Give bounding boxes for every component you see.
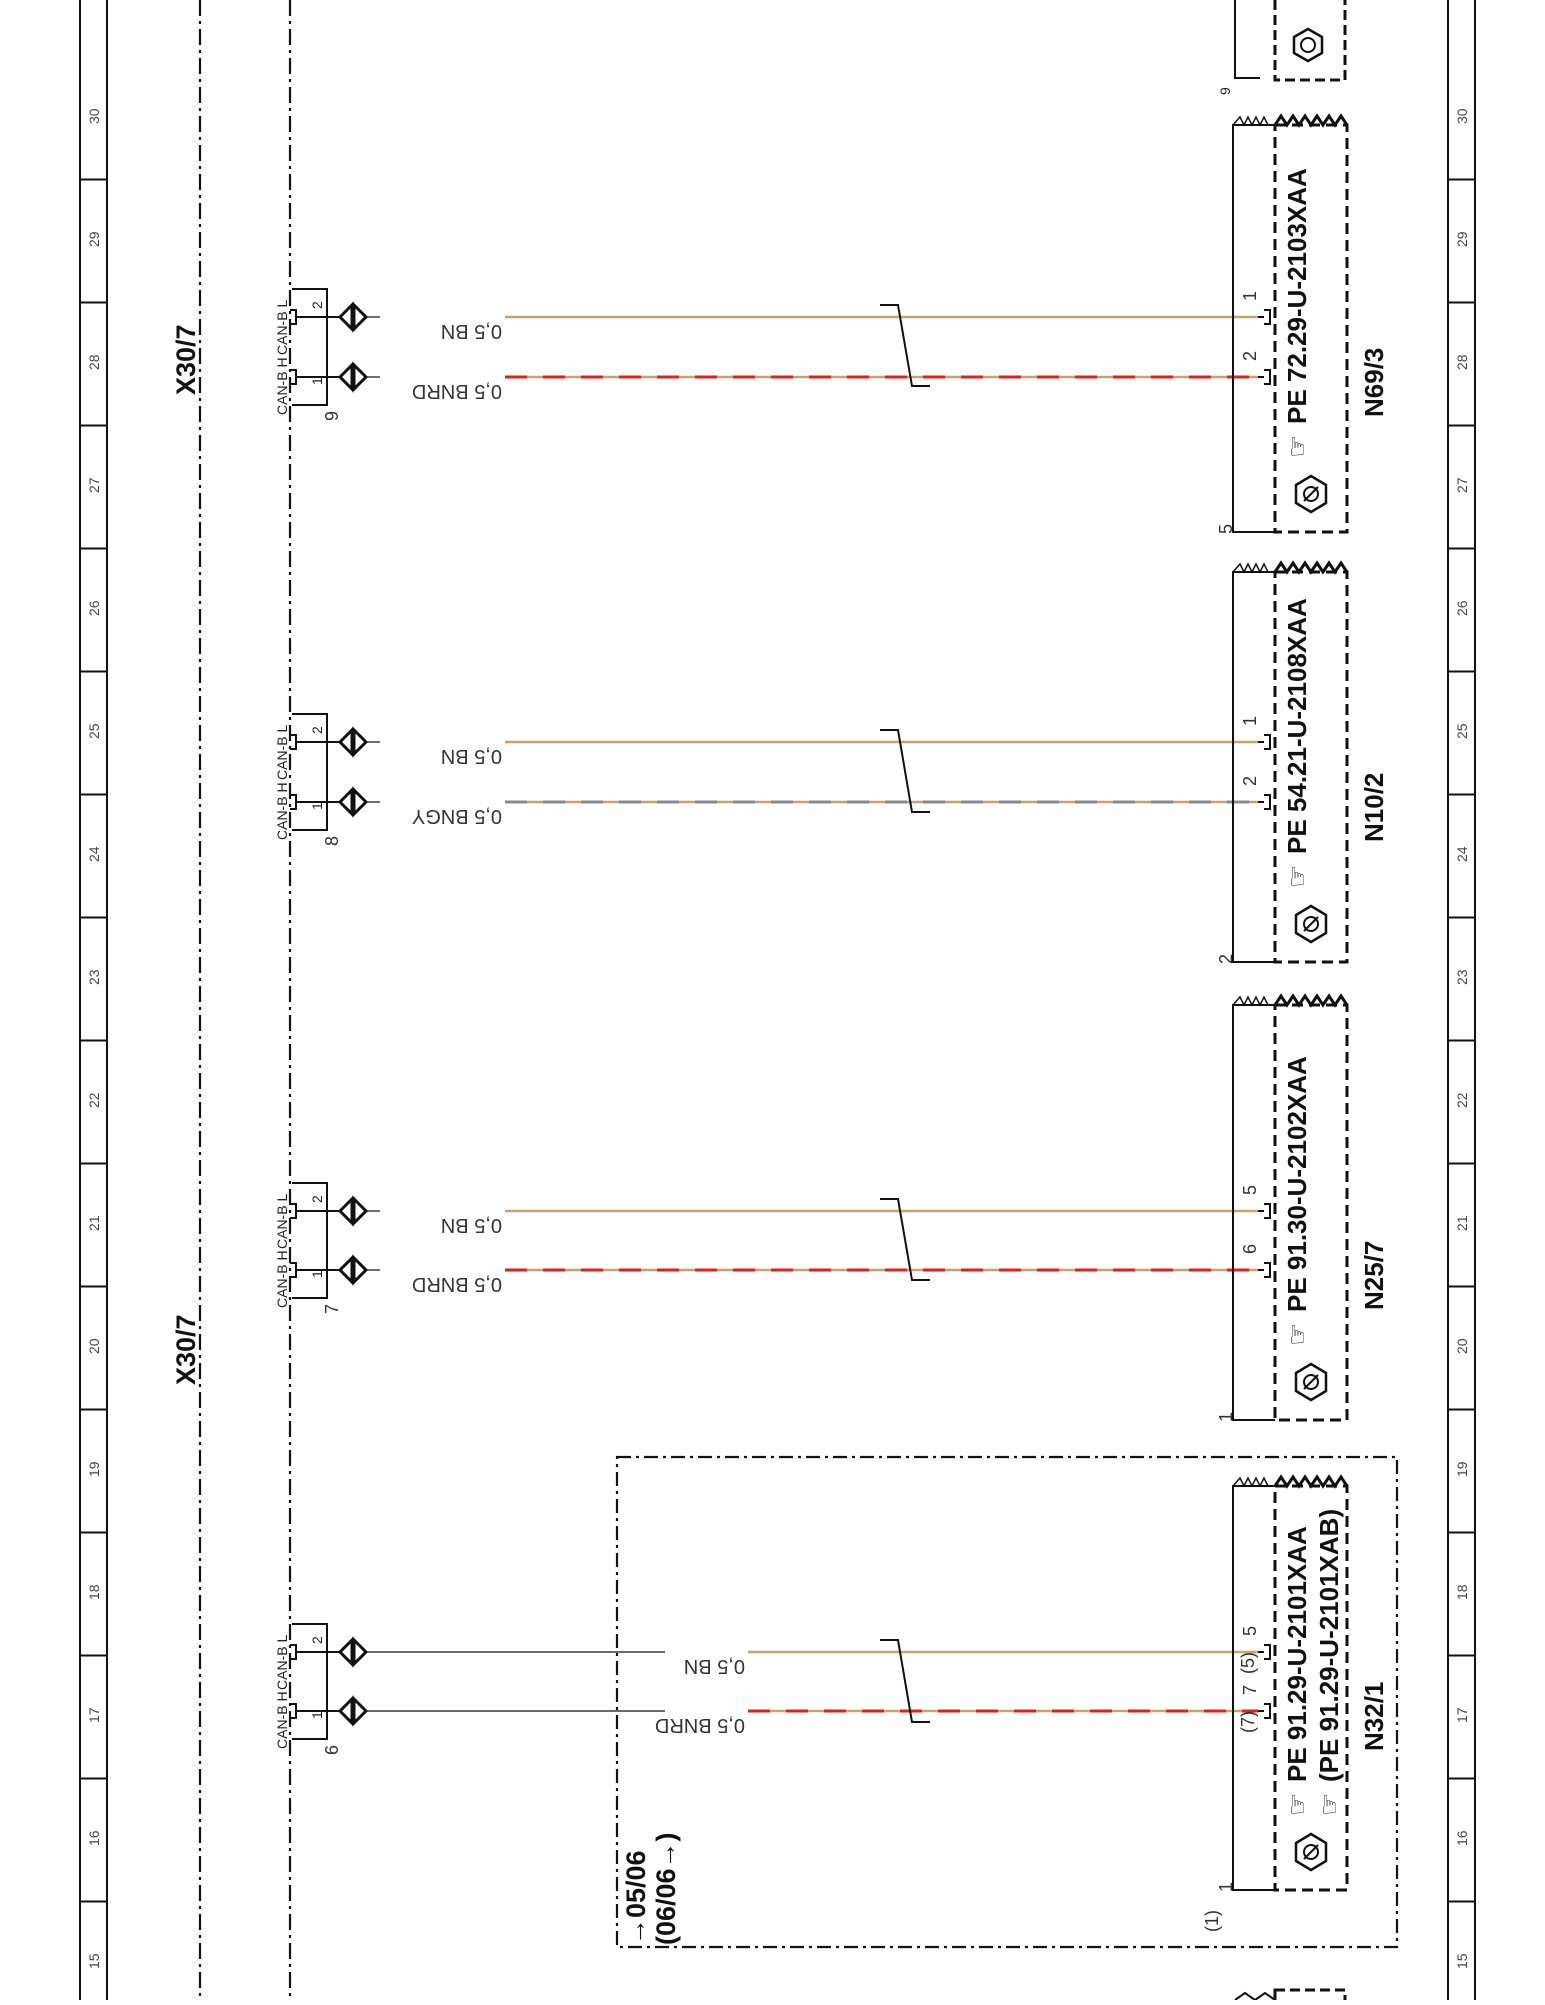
ecu-break-marker <box>1233 117 1268 125</box>
control-unit-icon <box>1296 476 1326 512</box>
ecu-pin-number: 5 <box>1240 1184 1260 1195</box>
signal-label: CAN-B L <box>274 1193 290 1249</box>
signal-label: CAN-B L <box>274 724 290 780</box>
ecu-pin-number-alt: (7) <box>1238 1711 1258 1733</box>
grid-number: 20 <box>86 1338 102 1354</box>
ecu-pin-terminal <box>1258 1263 1270 1277</box>
ecu-pin-number: 5 <box>1240 1625 1260 1636</box>
ecu-box-index: 1 <box>1216 1411 1236 1422</box>
ecu-pin-number-alt: (5) <box>1238 1652 1258 1674</box>
grid-number: 17 <box>1454 1707 1470 1723</box>
ecu-housing-line <box>1233 125 1275 532</box>
wire-spec-label: 0,5 BNRD <box>411 380 502 402</box>
grid-number: 28 <box>86 354 102 370</box>
grid-number: 22 <box>86 1092 102 1108</box>
wire-spec-label: 0,5 BN <box>440 1214 502 1236</box>
grid-number: 19 <box>1454 1461 1470 1477</box>
wire-spec-label: 0,5 BN <box>440 320 502 342</box>
grid-number: 24 <box>86 846 102 862</box>
control-unit-icon <box>1296 1834 1326 1870</box>
ecu-name: N69/3 <box>1359 347 1389 417</box>
connector-pin-number: 1 <box>309 377 325 385</box>
ecu-housing-line <box>1233 572 1275 962</box>
grid-number: 28 <box>1454 354 1470 370</box>
connector-index: 9 <box>322 410 342 421</box>
connection-group-2 <box>274 996 1389 1422</box>
ecu-name: N10/2 <box>1359 772 1389 842</box>
grid-number: 25 <box>86 723 102 739</box>
grid-number: 18 <box>1454 1584 1470 1600</box>
control-unit-icon <box>1296 1364 1326 1400</box>
ecu-box-index: 1 <box>1216 1881 1236 1892</box>
signal-label: CAN-B L <box>274 1634 290 1690</box>
connector-pin-number: 2 <box>309 1195 325 1203</box>
pointing-hand-icon: ☞ <box>1282 1792 1312 1816</box>
ecu-pin-terminal <box>1258 795 1270 809</box>
wire-spec-label: 0,5 BNRD <box>411 1273 502 1295</box>
connector-pin-number: 1 <box>309 802 325 810</box>
document-reference[interactable]: PE 54.21-U-2108XAA <box>1282 598 1312 854</box>
connection-group-1 <box>274 563 1389 964</box>
ecu-break-marker-bold <box>1275 1477 1347 1486</box>
connection-groups <box>274 116 1389 1932</box>
ecu-pin-terminal <box>1258 1204 1270 1218</box>
svg-text:9: 9 <box>1217 87 1233 95</box>
pointing-hand-icon: ☞ <box>1282 434 1312 458</box>
connector-index: 7 <box>322 1303 342 1314</box>
connector-label-upper: X30/7 <box>171 324 201 395</box>
pointing-hand-icon: ☞ <box>1282 864 1312 888</box>
ecu-break-marker-bold <box>1275 563 1347 572</box>
pointing-hand-icon: ☞ <box>1282 1322 1312 1346</box>
ecu-name: N32/1 <box>1359 1681 1389 1751</box>
connection-group-3 <box>274 1477 1389 1932</box>
connector-index: 8 <box>322 835 342 846</box>
grid-number: 27 <box>86 477 102 493</box>
signal-label: CAN-B L <box>274 299 290 355</box>
ecu-pin-number: 1 <box>1240 290 1260 301</box>
ecu-0 <box>1216 116 1389 534</box>
wire-spec-label: 0,5 BNRD <box>654 1714 745 1736</box>
grid-number: 17 <box>86 1707 102 1723</box>
signal-label: CAN-B H <box>274 357 290 415</box>
signal-label: CAN-B H <box>274 1250 290 1308</box>
document-reference[interactable]: PE 91.29-U-2101XAA <box>1282 1526 1312 1782</box>
ecu-box-index: 2 <box>1216 953 1236 964</box>
connection-group-0 <box>274 116 1389 534</box>
bottom-partial-ecu-box <box>1235 1990 1345 2000</box>
ecu-pin-number: 7 <box>1240 1684 1260 1695</box>
grid-number: 18 <box>86 1584 102 1600</box>
date-range-line1: →05/06 <box>621 1850 651 1945</box>
wire-spec-label: 0,5 BNGY <box>411 805 502 827</box>
ecu-pin-terminal <box>1258 310 1270 324</box>
wire-spec-label: 0,5 BN <box>440 745 502 767</box>
connector-pin-number: 2 <box>309 1636 325 1644</box>
grid-number: 21 <box>86 1215 102 1231</box>
grid-number: 29 <box>86 231 102 247</box>
ecu-pin-terminal <box>1258 735 1270 749</box>
grid-number: 25 <box>1454 723 1470 739</box>
ecu-box-index-alt: (1) <box>1202 1910 1222 1932</box>
ecu-name: N25/7 <box>1359 1240 1389 1310</box>
ecu-break-marker <box>1233 1478 1268 1486</box>
grid-number: 16 <box>1454 1830 1470 1846</box>
grid-number: 19 <box>86 1461 102 1477</box>
ecu-box-index: 5 <box>1216 523 1236 534</box>
document-reference[interactable]: PE 72.29-U-2103XAA <box>1282 168 1312 424</box>
grid-number: 26 <box>1454 600 1470 616</box>
ecu-pin-number: 6 <box>1240 1243 1260 1254</box>
connector-label-lower: X30/7 <box>171 1314 201 1385</box>
grid-number: 24 <box>1454 846 1470 862</box>
grid-number: 21 <box>1454 1215 1470 1231</box>
top-partial-ecu-box <box>1217 0 1345 95</box>
grid-number: 16 <box>86 1830 102 1846</box>
grid-number: 23 <box>1454 969 1470 985</box>
left-grid-strip <box>80 0 107 2000</box>
ecu-2 <box>1216 996 1389 1422</box>
grid-number: 22 <box>1454 1092 1470 1108</box>
grid-number: 30 <box>86 108 102 124</box>
ecu-pin-number: 2 <box>1240 775 1260 786</box>
date-range-line2: (06/06→) <box>651 1832 681 1945</box>
ecu-3 <box>1202 1477 1389 1932</box>
grid-number: 26 <box>86 600 102 616</box>
connector-pin-number: 1 <box>309 1270 325 1278</box>
ecu-pin-number: 1 <box>1240 715 1260 726</box>
document-reference[interactable]: (PE 91.29-U-2101XAB) <box>1314 1508 1344 1782</box>
ecu-pin-terminal <box>1258 370 1270 384</box>
ecu-break-marker-bold <box>1275 996 1347 1005</box>
document-reference[interactable]: PE 91.30-U-2102XAA <box>1282 1056 1312 1312</box>
ecu-housing-line <box>1233 1005 1275 1420</box>
grid-number: 27 <box>1454 477 1470 493</box>
connector-pin-number: 2 <box>309 301 325 309</box>
connector-index: 6 <box>322 1744 342 1755</box>
ecu-break-marker <box>1233 564 1268 572</box>
connector-pin-number: 1 <box>309 1711 325 1719</box>
grid-number: 23 <box>86 969 102 985</box>
ecu-1 <box>1216 563 1389 964</box>
ecu-break-marker-bold <box>1275 116 1347 125</box>
ecu-pin-terminal <box>1258 1645 1270 1659</box>
date-range-box <box>617 1457 1397 1947</box>
control-unit-icon <box>1296 906 1326 942</box>
ecu-pin-terminal <box>1258 1704 1270 1718</box>
connector-pin-number: 2 <box>309 726 325 734</box>
signal-label: CAN-B H <box>274 1691 290 1749</box>
ecu-pin-number: 2 <box>1240 350 1260 361</box>
grid-number: 15 <box>86 1953 102 1969</box>
ecu-break-marker <box>1233 997 1268 1005</box>
pointing-hand-icon: ☞ <box>1314 1792 1344 1816</box>
grid-number: 29 <box>1454 231 1470 247</box>
right-grid-strip <box>1448 0 1475 2000</box>
wire-spec-label: 0,5 BN <box>683 1655 745 1677</box>
grid-number: 20 <box>1454 1338 1470 1354</box>
grid-number: 15 <box>1454 1953 1470 1969</box>
grid-number: 30 <box>1454 108 1470 124</box>
signal-label: CAN-B H <box>274 782 290 840</box>
